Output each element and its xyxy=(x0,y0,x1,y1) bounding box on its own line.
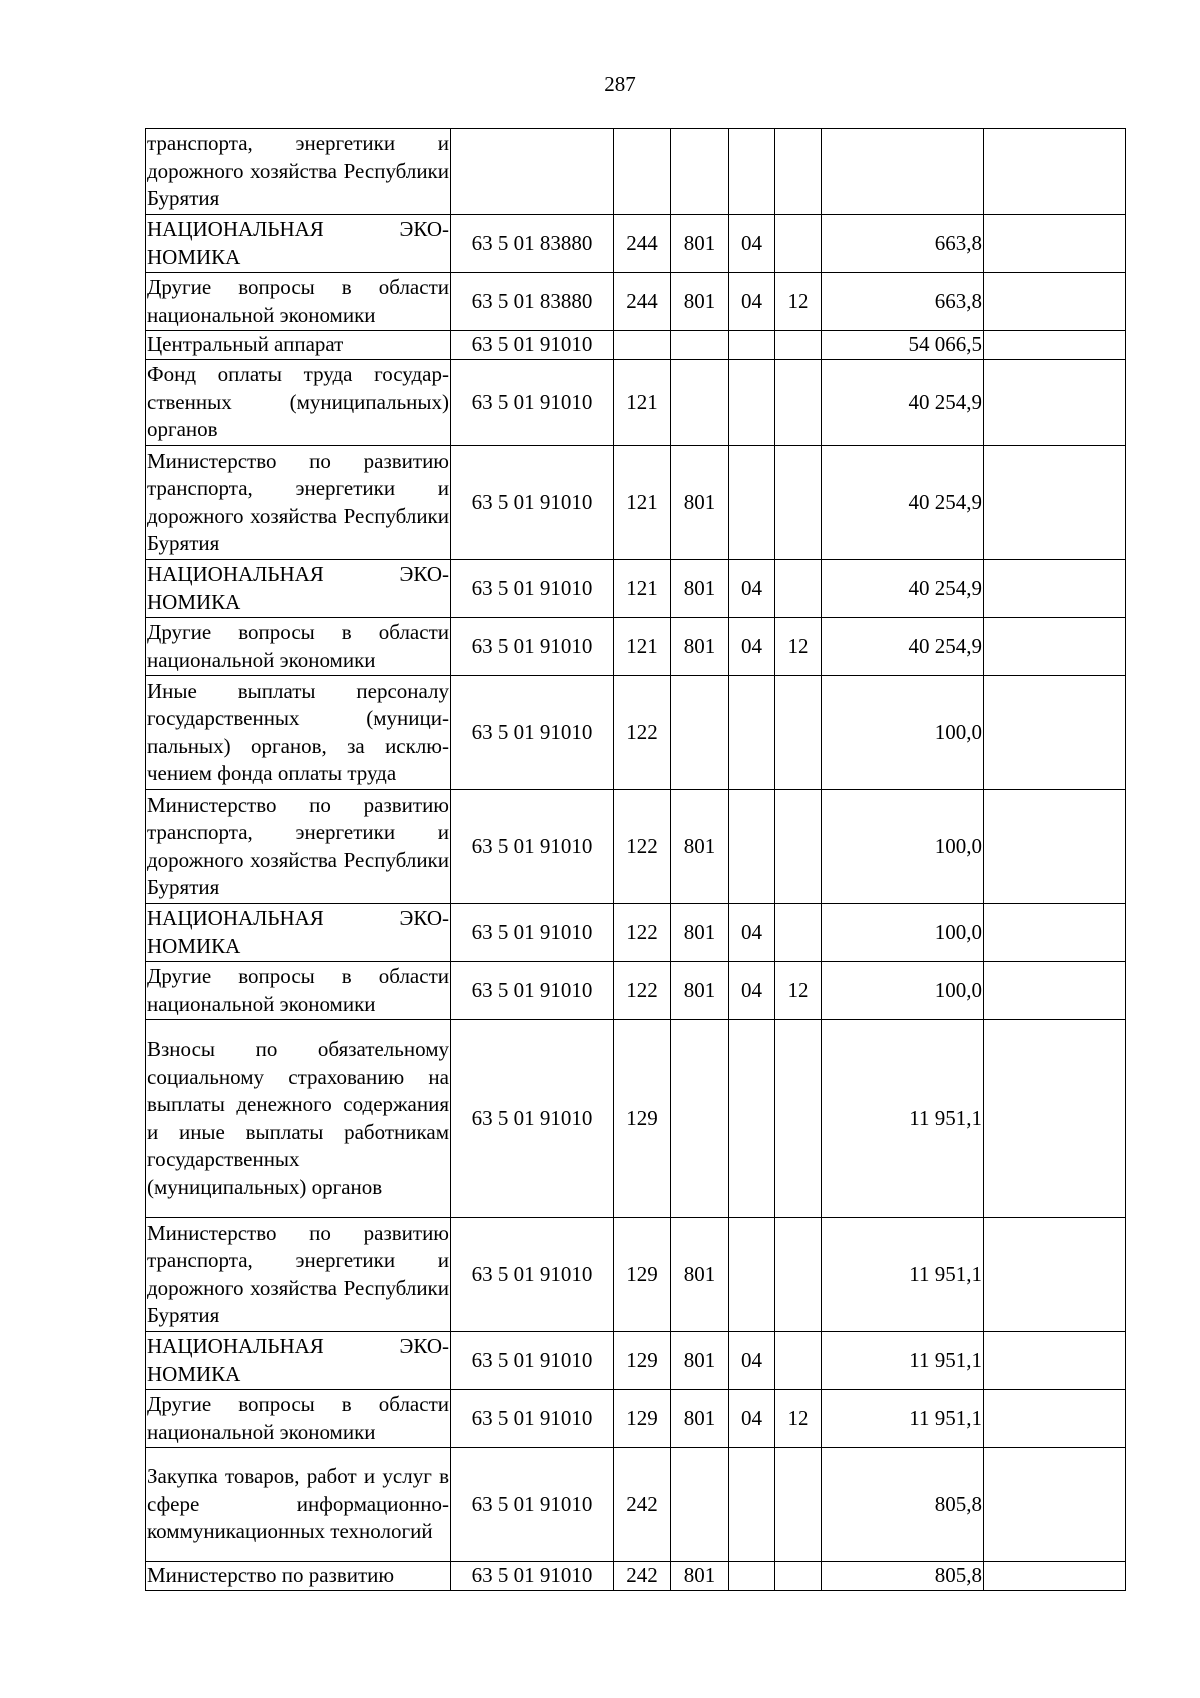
table-row xyxy=(146,1390,1126,1448)
section-cell xyxy=(729,1562,775,1591)
amount-cell: 663,8 xyxy=(822,215,984,273)
empty-cell xyxy=(984,360,1126,446)
expense-type-cell: 129 xyxy=(614,1390,671,1448)
target-article-cell: 63 5 01 91010 xyxy=(451,446,614,560)
item-name-cell: транспорта, энергетики и дорожного хозяйства Республики Бурятия xyxy=(146,129,451,215)
empty-cell xyxy=(984,129,1126,215)
section-cell xyxy=(729,331,775,360)
item-name-cell: Министерство по развитию транспорта, энергетики и дорожного хозяйства Республики Бурятия xyxy=(146,790,451,904)
section-cell: 04 xyxy=(729,618,775,676)
amount-cell: 100,0 xyxy=(822,904,984,962)
item-name-cell: Иные выплаты персоналу государственных (муниципальных) органов, за исключением фонда оплаты труда xyxy=(146,676,451,790)
subsection-cell: 12 xyxy=(775,618,822,676)
target-article-cell: 63 5 01 91010 xyxy=(451,676,614,790)
table-row xyxy=(146,446,1126,560)
administrator-code-cell: 801 xyxy=(671,273,729,331)
empty-cell xyxy=(984,331,1126,360)
target-article-cell: 63 5 01 91010 xyxy=(451,790,614,904)
target-article-cell: 63 5 01 83880 xyxy=(451,215,614,273)
expense-type-cell xyxy=(614,331,671,360)
administrator-code-cell: 801 xyxy=(671,215,729,273)
item-name-cell: Закупка товаров, работ и услуг в сфере информационно-коммуникационных технологий xyxy=(146,1448,451,1562)
expense-type-cell: 121 xyxy=(614,560,671,618)
empty-cell xyxy=(984,1332,1126,1390)
target-article-cell: 63 5 01 91010 xyxy=(451,1390,614,1448)
section-cell: 04 xyxy=(729,1390,775,1448)
table-row xyxy=(146,618,1126,676)
section-cell: 04 xyxy=(729,962,775,1020)
subsection-cell xyxy=(775,1448,822,1562)
table-row xyxy=(146,962,1126,1020)
table-row xyxy=(146,129,1126,215)
table-row xyxy=(146,1020,1126,1218)
amount-cell: 100,0 xyxy=(822,962,984,1020)
empty-cell xyxy=(984,1020,1126,1218)
budget-table xyxy=(145,128,1126,1591)
target-article-cell: 63 5 01 91010 xyxy=(451,1020,614,1218)
expense-type-cell: 121 xyxy=(614,360,671,446)
empty-cell xyxy=(984,790,1126,904)
item-name-cell: Министерство по развитию транспорта, энергетики и дорожного хозяйства Республики Бурятия xyxy=(146,1218,451,1332)
empty-cell xyxy=(984,1562,1126,1591)
expense-type-cell: 129 xyxy=(614,1332,671,1390)
subsection-cell xyxy=(775,676,822,790)
expense-type-cell: 122 xyxy=(614,962,671,1020)
subsection-cell xyxy=(775,331,822,360)
administrator-code-cell: 801 xyxy=(671,1218,729,1332)
expense-type-cell: 122 xyxy=(614,904,671,962)
table-row xyxy=(146,273,1126,331)
table-row xyxy=(146,1448,1126,1562)
target-article-cell xyxy=(451,129,614,215)
section-cell: 04 xyxy=(729,273,775,331)
empty-cell xyxy=(984,904,1126,962)
administrator-code-cell: 801 xyxy=(671,618,729,676)
administrator-code-cell xyxy=(671,1020,729,1218)
subsection-cell: 12 xyxy=(775,962,822,1020)
section-cell xyxy=(729,1448,775,1562)
item-name-cell: НАЦИОНАЛЬНАЯ ЭКОНОМИКА xyxy=(146,560,451,618)
item-name-cell: Другие вопросы в области национальной экономики xyxy=(146,1390,451,1448)
amount-cell xyxy=(822,129,984,215)
expense-type-cell: 122 xyxy=(614,790,671,904)
item-name-cell: Взносы по обязательному социальному страхованию на выплаты денежного содержания и иные выплаты работникам государственных (муниципальных) органов xyxy=(146,1020,451,1218)
target-article-cell: 63 5 01 91010 xyxy=(451,331,614,360)
expense-type-cell: 121 xyxy=(614,618,671,676)
empty-cell xyxy=(984,273,1126,331)
amount-cell: 11 951,1 xyxy=(822,1218,984,1332)
target-article-cell: 63 5 01 91010 xyxy=(451,1562,614,1591)
subsection-cell xyxy=(775,215,822,273)
administrator-code-cell xyxy=(671,360,729,446)
table-row xyxy=(146,215,1126,273)
section-cell xyxy=(729,1020,775,1218)
item-name-cell: Другие вопросы в области национальной экономики xyxy=(146,618,451,676)
amount-cell: 11 951,1 xyxy=(822,1332,984,1390)
administrator-code-cell: 801 xyxy=(671,904,729,962)
administrator-code-cell: 801 xyxy=(671,1562,729,1591)
expense-type-cell xyxy=(614,129,671,215)
empty-cell xyxy=(984,1218,1126,1332)
section-cell: 04 xyxy=(729,1332,775,1390)
table-row xyxy=(146,676,1126,790)
section-cell xyxy=(729,360,775,446)
section-cell xyxy=(729,129,775,215)
expense-type-cell: 129 xyxy=(614,1020,671,1218)
section-cell xyxy=(729,446,775,560)
empty-cell xyxy=(984,962,1126,1020)
target-article-cell: 63 5 01 91010 xyxy=(451,360,614,446)
section-cell: 04 xyxy=(729,904,775,962)
table-row xyxy=(146,560,1126,618)
item-name-cell: НАЦИОНАЛЬНАЯ ЭКОНОМИКА xyxy=(146,215,451,273)
empty-cell xyxy=(984,1448,1126,1562)
subsection-cell xyxy=(775,1332,822,1390)
administrator-code-cell xyxy=(671,1448,729,1562)
section-cell xyxy=(729,790,775,904)
target-article-cell: 63 5 01 91010 xyxy=(451,904,614,962)
section-cell xyxy=(729,1218,775,1332)
item-name-cell: Другие вопросы в области национальной экономики xyxy=(146,962,451,1020)
empty-cell xyxy=(984,215,1126,273)
item-name-cell: НАЦИОНАЛЬНАЯ ЭКОНОМИКА xyxy=(146,904,451,962)
expense-type-cell: 122 xyxy=(614,676,671,790)
empty-cell xyxy=(984,1390,1126,1448)
amount-cell: 40 254,9 xyxy=(822,618,984,676)
table-row xyxy=(146,360,1126,446)
table-row xyxy=(146,331,1126,360)
table-row xyxy=(146,790,1126,904)
budget-table-body xyxy=(146,129,1126,1591)
subsection-cell xyxy=(775,129,822,215)
empty-cell xyxy=(984,446,1126,560)
item-name-cell: НАЦИОНАЛЬНАЯ ЭКОНОМИКА xyxy=(146,1332,451,1390)
target-article-cell: 63 5 01 91010 xyxy=(451,560,614,618)
empty-cell xyxy=(984,618,1126,676)
administrator-code-cell xyxy=(671,129,729,215)
expense-type-cell: 242 xyxy=(614,1562,671,1591)
amount-cell: 54 066,5 xyxy=(822,331,984,360)
section-cell: 04 xyxy=(729,215,775,273)
item-name-cell: Центральный аппарат xyxy=(146,331,451,360)
subsection-cell xyxy=(775,790,822,904)
expense-type-cell: 242 xyxy=(614,1448,671,1562)
administrator-code-cell: 801 xyxy=(671,446,729,560)
table-row xyxy=(146,904,1126,962)
item-name-cell: Министерство по развитию транспорта, энергетики и дорожного хозяйства Республики Бурятия xyxy=(146,446,451,560)
administrator-code-cell: 801 xyxy=(671,790,729,904)
target-article-cell: 63 5 01 91010 xyxy=(451,1332,614,1390)
amount-cell: 663,8 xyxy=(822,273,984,331)
target-article-cell: 63 5 01 91010 xyxy=(451,1218,614,1332)
target-article-cell: 63 5 01 91010 xyxy=(451,962,614,1020)
subsection-cell xyxy=(775,1020,822,1218)
item-name-cell: Министерство по развитию xyxy=(146,1562,451,1591)
target-article-cell: 63 5 01 91010 xyxy=(451,618,614,676)
amount-cell: 11 951,1 xyxy=(822,1390,984,1448)
expense-type-cell: 244 xyxy=(614,273,671,331)
item-name-cell: Фонд оплаты труда государственных (муниципальных) органов xyxy=(146,360,451,446)
item-name-cell: Другие вопросы в области национальной экономики xyxy=(146,273,451,331)
administrator-code-cell: 801 xyxy=(671,1332,729,1390)
amount-cell: 40 254,9 xyxy=(822,560,984,618)
table-row xyxy=(146,1562,1126,1591)
subsection-cell xyxy=(775,560,822,618)
page-number: 287 xyxy=(604,72,636,96)
administrator-code-cell: 801 xyxy=(671,962,729,1020)
subsection-cell xyxy=(775,1218,822,1332)
administrator-code-cell xyxy=(671,331,729,360)
target-article-cell: 63 5 01 83880 xyxy=(451,273,614,331)
target-article-cell: 63 5 01 91010 xyxy=(451,1448,614,1562)
expense-type-cell: 244 xyxy=(614,215,671,273)
administrator-code-cell: 801 xyxy=(671,1390,729,1448)
table-row xyxy=(146,1218,1126,1332)
amount-cell: 100,0 xyxy=(822,790,984,904)
administrator-code-cell xyxy=(671,676,729,790)
section-cell: 04 xyxy=(729,560,775,618)
subsection-cell xyxy=(775,904,822,962)
amount-cell: 805,8 xyxy=(822,1448,984,1562)
amount-cell: 805,8 xyxy=(822,1562,984,1591)
administrator-code-cell: 801 xyxy=(671,560,729,618)
expense-type-cell: 121 xyxy=(614,446,671,560)
amount-cell: 11 951,1 xyxy=(822,1020,984,1218)
amount-cell: 40 254,9 xyxy=(822,446,984,560)
subsection-cell xyxy=(775,446,822,560)
subsection-cell xyxy=(775,360,822,446)
empty-cell xyxy=(984,676,1126,790)
amount-cell: 100,0 xyxy=(822,676,984,790)
empty-cell xyxy=(984,560,1126,618)
subsection-cell: 12 xyxy=(775,1390,822,1448)
section-cell xyxy=(729,676,775,790)
subsection-cell: 12 xyxy=(775,273,822,331)
expense-type-cell: 129 xyxy=(614,1218,671,1332)
amount-cell: 40 254,9 xyxy=(822,360,984,446)
subsection-cell xyxy=(775,1562,822,1591)
table-row xyxy=(146,1332,1126,1390)
